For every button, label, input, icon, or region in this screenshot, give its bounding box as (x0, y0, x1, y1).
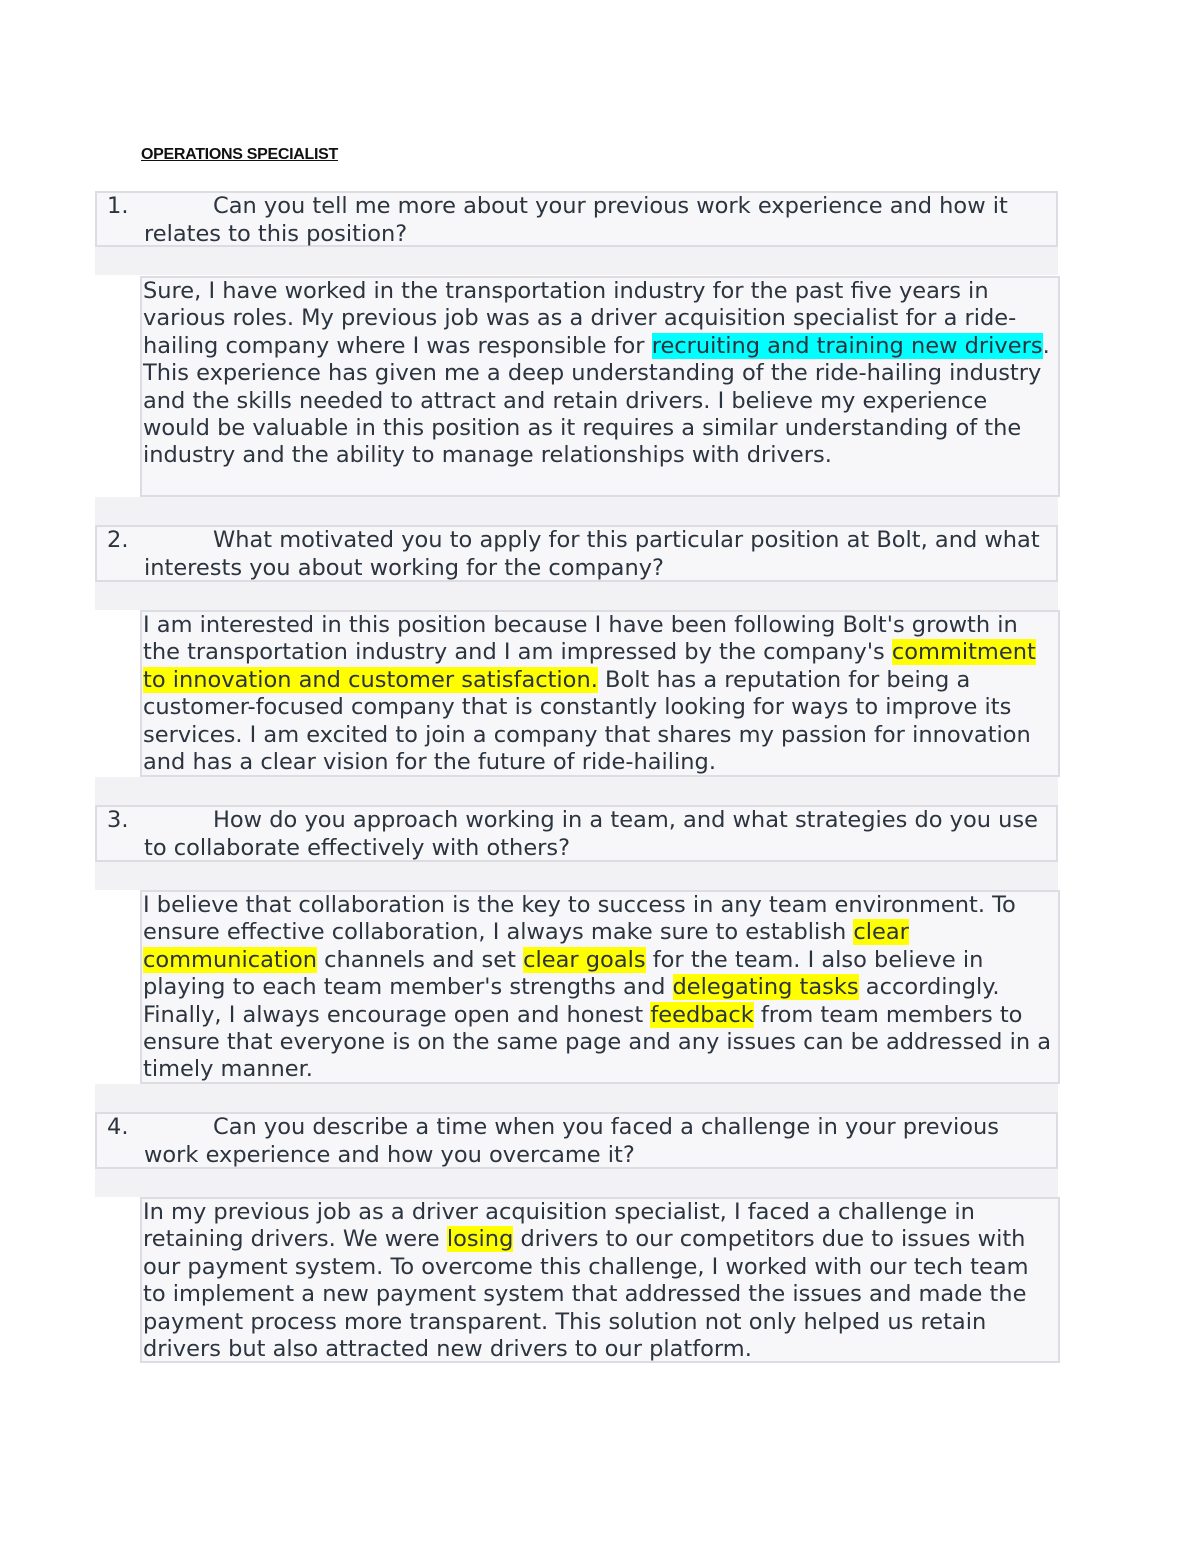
highlight-yellow: losing (446, 1226, 514, 1253)
question-text: Can you describe a time when you faced a challenge in your previous work experience and how you overcame it? (144, 1114, 999, 1168)
highlight-yellow: feedback (650, 1001, 754, 1028)
spacer (95, 247, 1058, 275)
answer-text: for the team. I also believe in playing to each team member's strengths and (143, 946, 984, 1001)
question-3 (95, 805, 1058, 862)
answer-1 (140, 276, 1060, 497)
answer-3 (140, 890, 1060, 1084)
answer-text: Sure, I have worked in the transportation industry for the past five years in various roles. My previous job was as a driver acquisition specialist for a ride-hailing company where I was responsible for (143, 278, 1017, 359)
question-number: 3. (107, 807, 129, 833)
question-number: 1. (107, 193, 129, 219)
answer-text: I am interested in this position because I have been following Bolt's growth in the transportation industry and I am impressed by the company's (143, 612, 1018, 666)
highlight-cyan: recruiting and training new drivers (651, 332, 1043, 359)
answer-text: accordingly. Finally, I always encourage open and honest (143, 974, 1000, 1028)
answer-4 (140, 1197, 1060, 1363)
question-1 (95, 191, 1058, 247)
answer-text: I believe that collaboration is the key to success in any team environment. To ensure effective collaboration, I always make sure to establish (143, 892, 1016, 946)
question-4 (95, 1112, 1058, 1169)
highlight-yellow: commitment to innovation and customer satisfaction. (143, 639, 1036, 693)
question-text: What motivated you to apply for this particular position at Bolt, and what interests you about working for the company? (144, 527, 1040, 581)
highlight-yellow: clear communication (143, 919, 909, 973)
answer-text: channels and set (317, 946, 524, 973)
spacer (95, 1084, 1058, 1112)
answer-2 (140, 610, 1060, 777)
question-text: How do you approach working in a team, and what strategies do you use to collaborate effectively with others? (144, 807, 1038, 861)
answer-text: . This experience has given me a deep understanding of the ride-hailing industry and the skills needed to attract and retain drivers. I believe my experience would be valuable in this position as it requires a similar understanding of the industry and the ability to manage relationships with drivers. (143, 332, 1050, 469)
question-number: 4. (107, 1114, 129, 1140)
answer-text: from team members to ensure that everyone is on the same page and any issues can be addressed in a timely manner. (143, 1001, 1052, 1083)
question-text: Can you tell me more about your previous work experience and how it relates to this position? (144, 193, 1008, 247)
spacer (95, 1169, 1058, 1197)
page-title: OPERATIONS SPECIALIST (141, 146, 338, 163)
spacer (95, 777, 1058, 805)
highlight-yellow: clear goals (523, 946, 646, 973)
spacer (95, 862, 1058, 890)
question-2 (95, 525, 1058, 582)
answer-text: In my previous job as a driver acquisition specialist, I faced a challenge in retaining drivers. We were (143, 1199, 975, 1253)
answer-text: drivers to our competitors due to issues with our payment system. To overcome this challenge, I worked with our tech team to implement a new payment system that addressed the issues and made the payment process more transparent. This solution not only helped us retain drivers but also attracted new drivers to our platform. (143, 1226, 1029, 1363)
spacer (95, 497, 1058, 525)
spacer (95, 582, 1058, 610)
answer-text: Bolt has a reputation for being a customer-focused company that is constantly looking for ways to improve its services. I am excited to join a company that shares my passion for innovation and has a clear vision for the future of ride-hailing. (143, 666, 1031, 776)
highlight-yellow: delegating tasks (672, 974, 859, 1001)
question-number: 2. (107, 527, 129, 553)
